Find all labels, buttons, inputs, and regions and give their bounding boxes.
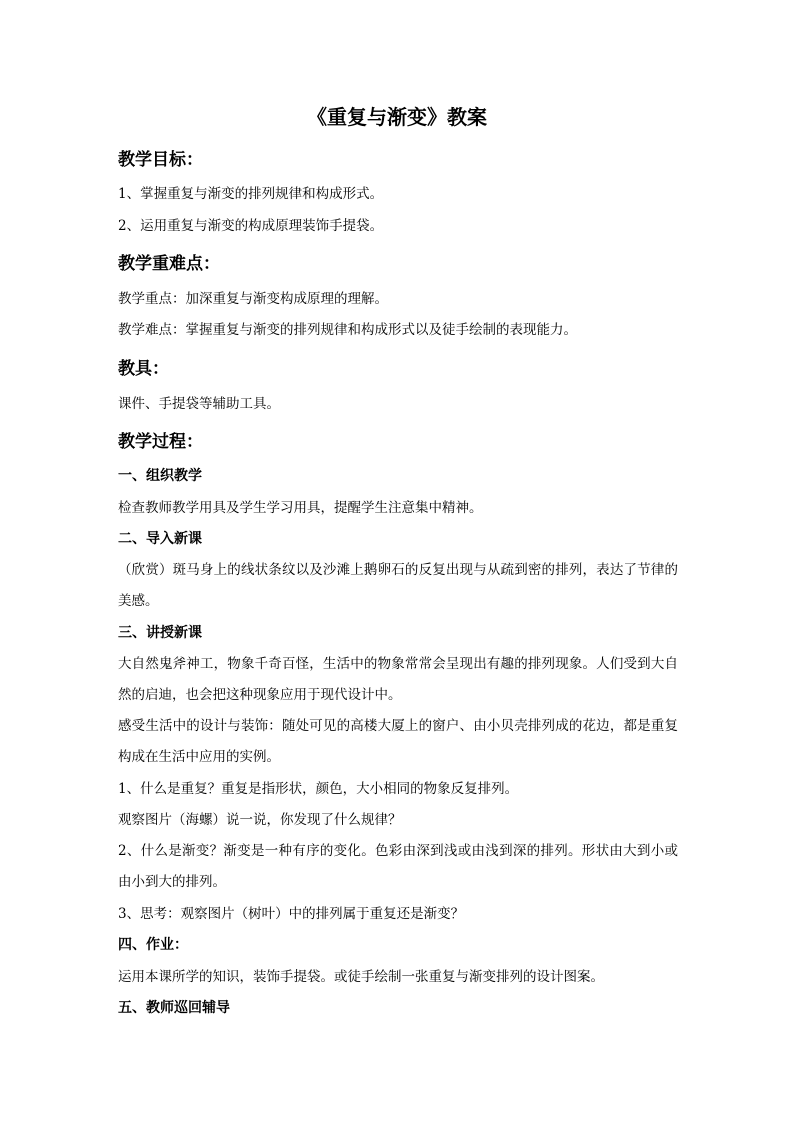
- process-heading: 教学过程：: [118, 432, 203, 452]
- step3-question1: 1、什么是重复？重复是指形状，颜色，大小相同的物象反复排列。: [118, 781, 519, 797]
- step3-para1: 大自然鬼斧神工，物象千奇百怪，生活中的物象常常会呈现出有趣的排列现象。人们受到大自然的启迪，也会把这种现象应用于现代设计中。: [118, 656, 678, 703]
- step3-question2: 2、什么是渐变？渐变是一种有序的变化。色彩由深到浅或由浅到深的排列。形状由大到小或由小到大的排列。: [118, 843, 678, 890]
- step3-question3: 3、思考：观察图片（树叶）中的排列属于重复还是渐变？: [118, 906, 465, 922]
- objectives-heading: 教学目标：: [118, 150, 203, 170]
- step2-heading: 二、导入新课: [118, 531, 202, 547]
- step1-text: 检查教师教学用具及学生学习用具，提醒学生注意集中精神。: [118, 500, 483, 516]
- document-title: 《重复与渐变》教案: [307, 105, 487, 129]
- step3-para2: 感受生活中的设计与装饰：随处可见的高楼大厦上的窗户、由小贝壳排列成的花边，都是重复构成在生活中应用的实例。: [118, 718, 678, 765]
- step4-text: 运用本课所学的知识，装饰手提袋。或徒手绘制一张重复与渐变排列的设计图案。: [118, 969, 604, 985]
- step3-question1-observe: 观察图片（海螺）说一说，你发现了什么规律？: [118, 812, 402, 828]
- step5-heading: 五、教师巡回辅导: [118, 1000, 230, 1016]
- step1-heading: 一、组织教学: [118, 468, 202, 484]
- tools-heading: 教具：: [118, 359, 169, 379]
- key-points-heading: 教学重难点：: [118, 254, 220, 274]
- teaching-difficulty: 教学难点：掌握重复与渐变的排列规律和构成形式以及徒手绘制的表现能力。: [118, 322, 577, 338]
- objective-item-1: 1、掌握重复与渐变的排列规律和构成形式。: [118, 186, 384, 202]
- step4-heading: 四、作业：: [118, 937, 188, 953]
- tools-text: 课件、手提袋等辅助工具。: [118, 396, 280, 412]
- teaching-focus: 教学重点：加深重复与渐变构成原理的理解。: [118, 291, 388, 307]
- step3-heading: 三、讲授新课: [118, 625, 202, 641]
- step2-text: （欣赏）斑马身上的线状条纹以及沙滩上鹅卵石的反复出现与从疏到密的排列，表达了节律的美感。: [118, 562, 678, 609]
- objective-item-2: 2、运用重复与渐变的构成原理装饰手提袋。: [118, 218, 384, 234]
